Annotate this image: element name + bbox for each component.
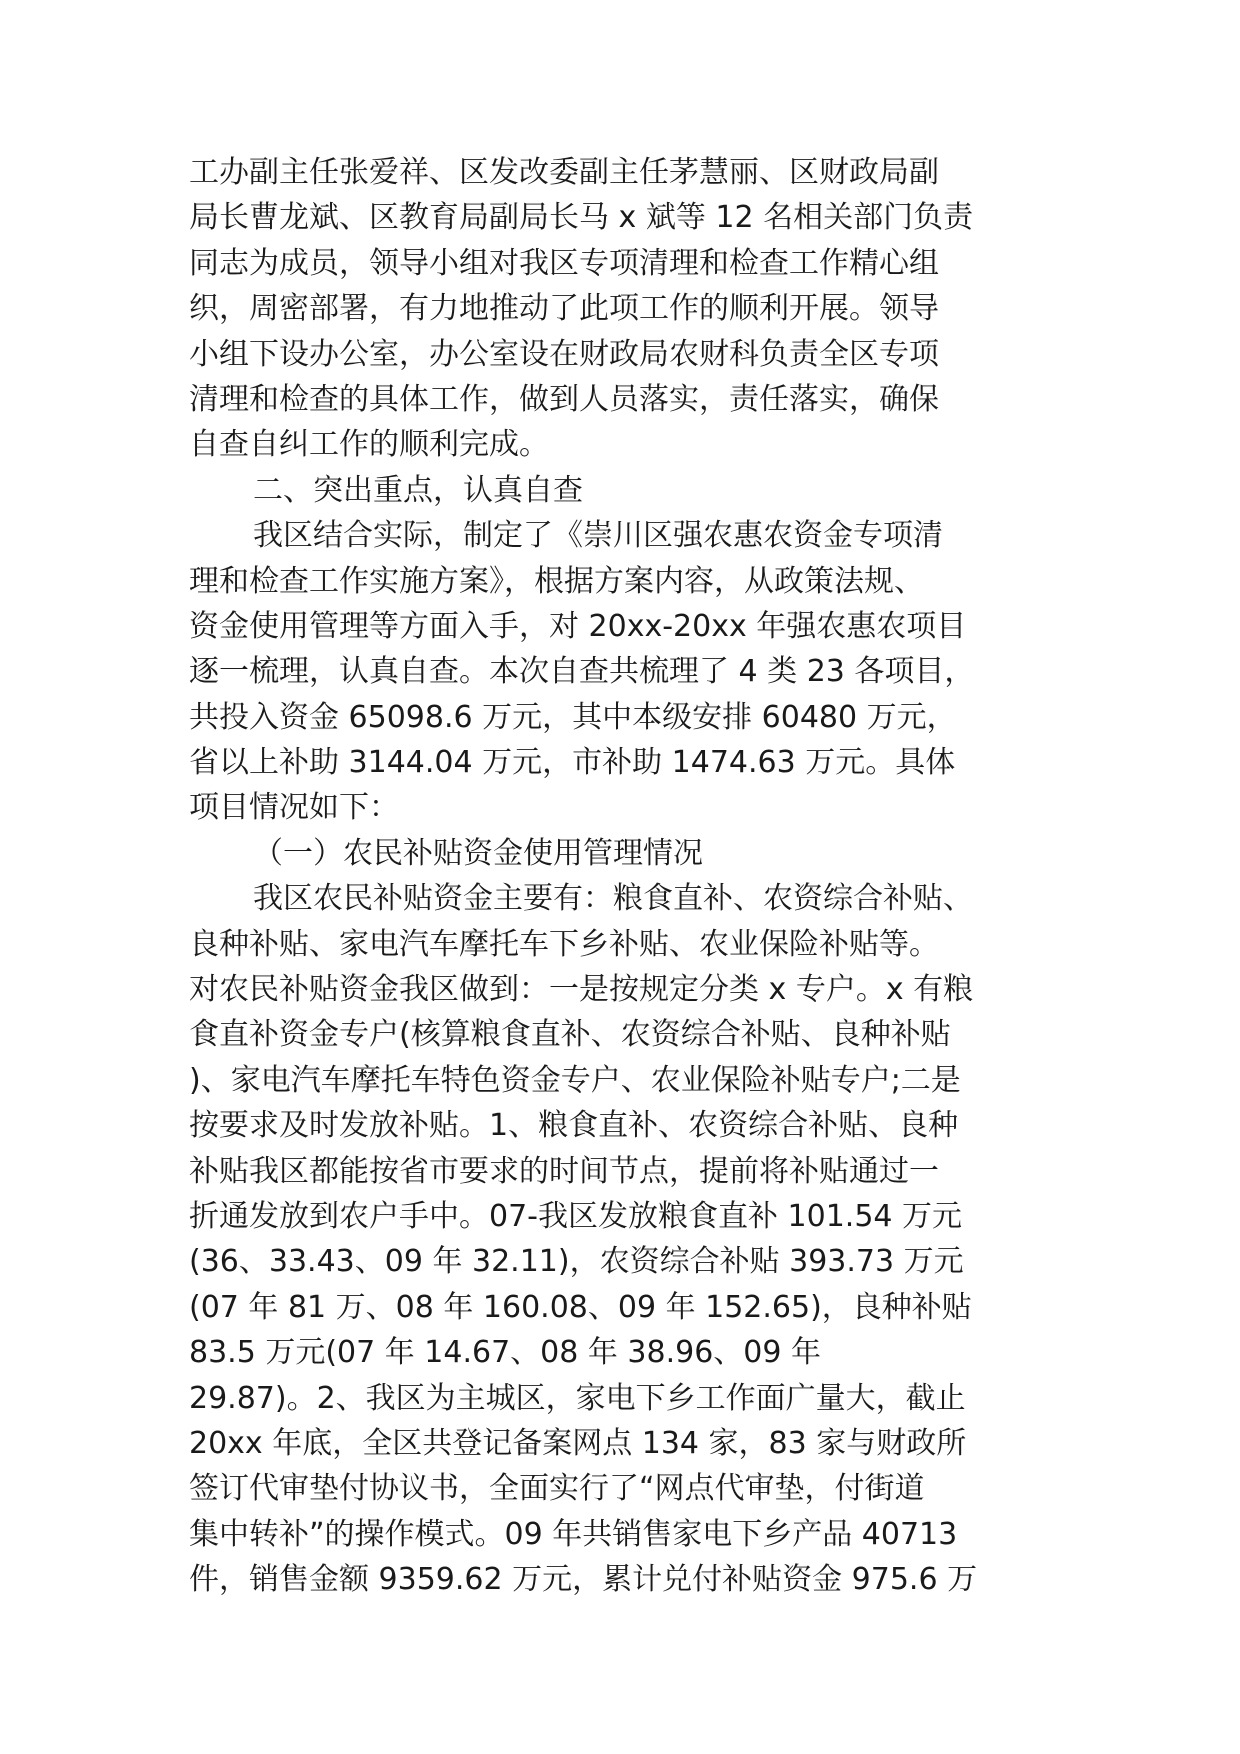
text-line: (07 年 81 万、08 年 160.08、09 年 152.65)，良种补贴 bbox=[189, 1289, 972, 1325]
paragraph-start-line: 我区农民补贴资金主要有：粮食直补、农资综合补贴、 bbox=[253, 881, 973, 917]
text-line: )、家电汽车摩托车特色资金专户、农业保险补贴专户;二是 bbox=[189, 1062, 961, 1098]
text-line: 小组下设办公室，办公室设在财政局农财科负责全区专项 bbox=[189, 336, 939, 372]
text-line: (36、33.43、09 年 32.11)，农资综合补贴 393.73 万元 bbox=[189, 1244, 964, 1280]
subsection-heading: （一）农民补贴资金使用管理情况 bbox=[253, 835, 703, 871]
text-line: 签订代审垫付协议书，全面实行了“网点代审垫，付街道 bbox=[189, 1471, 925, 1507]
text-line: 良种补贴、家电汽车摩托车下乡补贴、农业保险补贴等。 bbox=[189, 926, 939, 962]
text-line: 件，销售金额 9359.62 万元，累计兑付补贴资金 975.6 万 bbox=[189, 1562, 978, 1598]
text-line: 清理和检查的具体工作，做到人员落实，责任落实，确保 bbox=[189, 381, 939, 417]
text-line: 集中转补”的操作模式。09 年共销售家电下乡产品 40713 bbox=[189, 1516, 958, 1552]
text-line: 折通发放到农户手中。07-我区发放粮食直补 101.54 万元 bbox=[189, 1198, 963, 1234]
text-line: 补贴我区都能按省市要求的时间节点，提前将补贴通过一 bbox=[189, 1153, 939, 1189]
text-line: 省以上补助 3144.04 万元，市补助 1474.63 万元。具体 bbox=[189, 745, 956, 781]
text-line: 同志为成员，领导小组对我区专项清理和检查工作精心组 bbox=[189, 245, 939, 281]
text-line: 理和检查工作实施方案》，根据方案内容，从政策法规、 bbox=[189, 563, 924, 599]
text-line: 83.5 万元(07 年 14.67、08 年 38.96、09 年 bbox=[189, 1335, 822, 1371]
text-line: 29.87)。2、我区为主城区，家电下乡工作面广量大，截止 bbox=[189, 1380, 966, 1416]
text-line: 资金使用管理等方面入手，对 20xx-20xx 年强农惠农项目 bbox=[189, 608, 967, 644]
text-line: 工办副主任张爱祥、区发改委副主任茅慧丽、区财政局副 bbox=[189, 155, 939, 190]
text-line: 食直补资金专户(核算粮食直补、农资综合补贴、良种补贴 bbox=[189, 1017, 951, 1053]
section-heading: 二、突出重点，认真自查 bbox=[253, 472, 583, 508]
paragraph-start-line: 我区结合实际，制定了《崇川区强农惠农资金专项清 bbox=[253, 518, 943, 554]
text-line: 织，周密部署，有力地推动了此项工作的顺利开展。领导 bbox=[189, 291, 939, 327]
text-line: 共投入资金 65098.6 万元，其中本级安排 60480 万元， bbox=[189, 699, 957, 735]
text-line: 局长曹龙斌、区教育局副局长马 x 斌等 12 名相关部门负责 bbox=[189, 200, 974, 236]
text-line: 自查自纠工作的顺利完成。 bbox=[189, 427, 549, 463]
text-line: 按要求及时发放补贴。1、粮食直补、农资综合补贴、良种 bbox=[189, 1108, 959, 1144]
text-line: 20xx 年底，全区共登记备案网点 134 家，83 家与财政所 bbox=[189, 1425, 967, 1461]
text-line: 逐一梳理，认真自查。本次自查共梳理了 4 类 23 各项目， bbox=[189, 654, 975, 690]
text-line: 项目情况如下： bbox=[189, 790, 399, 826]
text-line: 对农民补贴资金我区做到：一是按规定分类 x 专户。x 有粮 bbox=[189, 972, 974, 1008]
document-body bbox=[189, 150, 1059, 1603]
